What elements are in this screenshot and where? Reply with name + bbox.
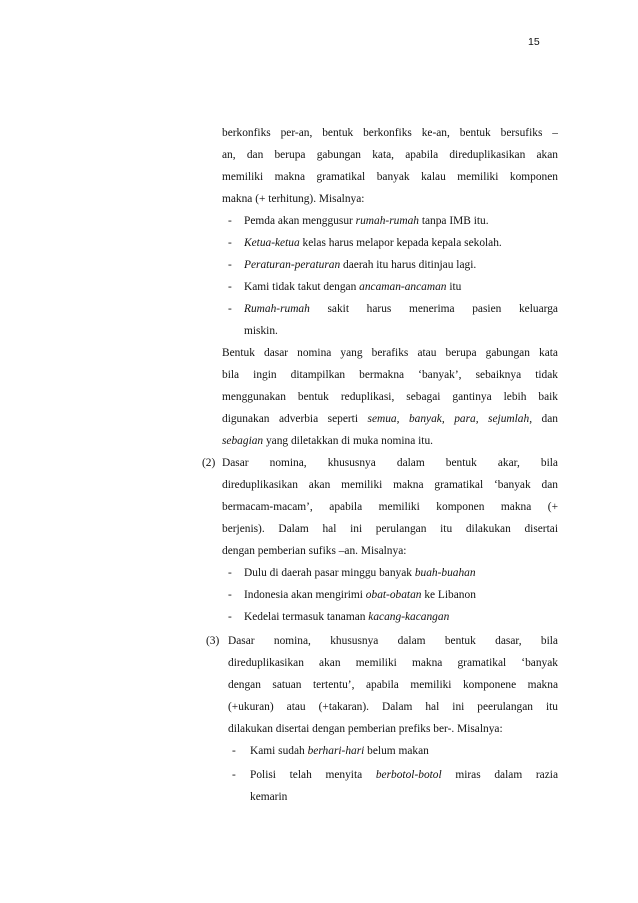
item3-line-4: (+ukuran) atau (+takaran). Dalam hal ini peerulangan itu — [228, 701, 558, 713]
item-number: (2) — [202, 457, 216, 469]
item3-line-1: Dasar nomina, khususnya dalam bentuk dasar, bila — [228, 635, 558, 647]
list-dash: - — [232, 769, 236, 781]
example-item: Ketua-ketua kelas harus melapor kepada kepala sekolah. — [244, 237, 502, 249]
example-item: Polisi telah menyita berbotol-botol miras dalam razia — [250, 769, 558, 781]
list-dash: - — [232, 745, 236, 757]
para1-line-4: makna (+ terhitung). Misalnya: — [222, 193, 365, 205]
example-item: Indonesia akan mengirimi obat-obatan ke Libanon — [244, 589, 476, 601]
item2-line-1: Dasar nomina, khususnya dalam bentuk akar, bila — [222, 457, 558, 469]
para2-line-4: digunakan adverbia seperti semua, banyak, para, sejumlah, dan — [222, 413, 558, 425]
item2-line-4: berjenis). Dalam hal ini perulangan itu dilakukan disertai — [222, 523, 558, 535]
item2-line-5: dengan pemberian sufiks –an. Misalnya: — [222, 545, 407, 557]
item2-line-2: direduplikasikan akan memiliki makna gramatikal ‘banyak dan — [222, 479, 558, 491]
list-dash: - — [228, 259, 232, 271]
list-dash: - — [228, 567, 232, 579]
para1-line-3: memiliki makna gramatikal banyak kalau memiliki komponen — [222, 171, 558, 183]
para2-line-5: sebagian yang diletakkan di muka nomina itu. — [222, 435, 434, 447]
example-item: Kami tidak takut dengan ancaman-ancaman itu — [244, 281, 462, 293]
para1-line-2: an, dan berupa gabungan kata, apabila direduplikasikan akan — [222, 149, 558, 161]
example-item: Kedelai termasuk tanaman kacang-kacangan — [244, 611, 450, 623]
item3-line-3: dengan satuan tertentu’, apabila memiliki komponene makna — [228, 679, 558, 691]
item-number: (3) — [206, 635, 220, 647]
para1-line-1: berkonfiks per-an, bentuk berkonfiks ke-an, bentuk bersufiks – — [222, 127, 558, 139]
para2-line-3: menggunakan bentuk reduplikasi, sebagai gantinya lebih baik — [222, 391, 558, 403]
list-dash: - — [228, 611, 232, 623]
list-dash: - — [228, 215, 232, 227]
list-dash: - — [228, 589, 232, 601]
para2-line-2: bila ingin ditampilkan bermakna ‘banyak’, sebaiknya tidak — [222, 369, 558, 381]
item3-line-5: dilakukan disertai dengan pemberian prefiks ber-. Misalnya: — [228, 723, 503, 735]
example-item: Kami sudah berhari-hari belum makan — [250, 745, 429, 757]
example-item-continuation: miskin. — [244, 325, 278, 337]
item3-line-2: direduplikasikan akan memiliki makna gramatikal ‘banyak — [228, 657, 558, 669]
example-item: Peraturan-peraturan daerah itu harus ditinjau lagi. — [244, 259, 477, 271]
item2-line-3: bermacam-macam’, apabila memiliki komponen makna (+ — [222, 501, 558, 513]
list-dash: - — [228, 303, 232, 315]
example-item: Rumah-rumah sakit harus menerima pasien keluarga — [244, 303, 558, 315]
list-dash: - — [228, 237, 232, 249]
list-dash: - — [228, 281, 232, 293]
page-number: 15 — [528, 36, 540, 48]
example-item: Pemda akan menggusur rumah-rumah tanpa IMB itu. — [244, 215, 489, 227]
example-item-continuation: kemarin — [250, 791, 288, 803]
example-item: Dulu di daerah pasar minggu banyak buah-buahan — [244, 567, 476, 579]
para2-line-1: Bentuk dasar nomina yang berafiks atau berupa gabungan kata — [222, 347, 558, 359]
